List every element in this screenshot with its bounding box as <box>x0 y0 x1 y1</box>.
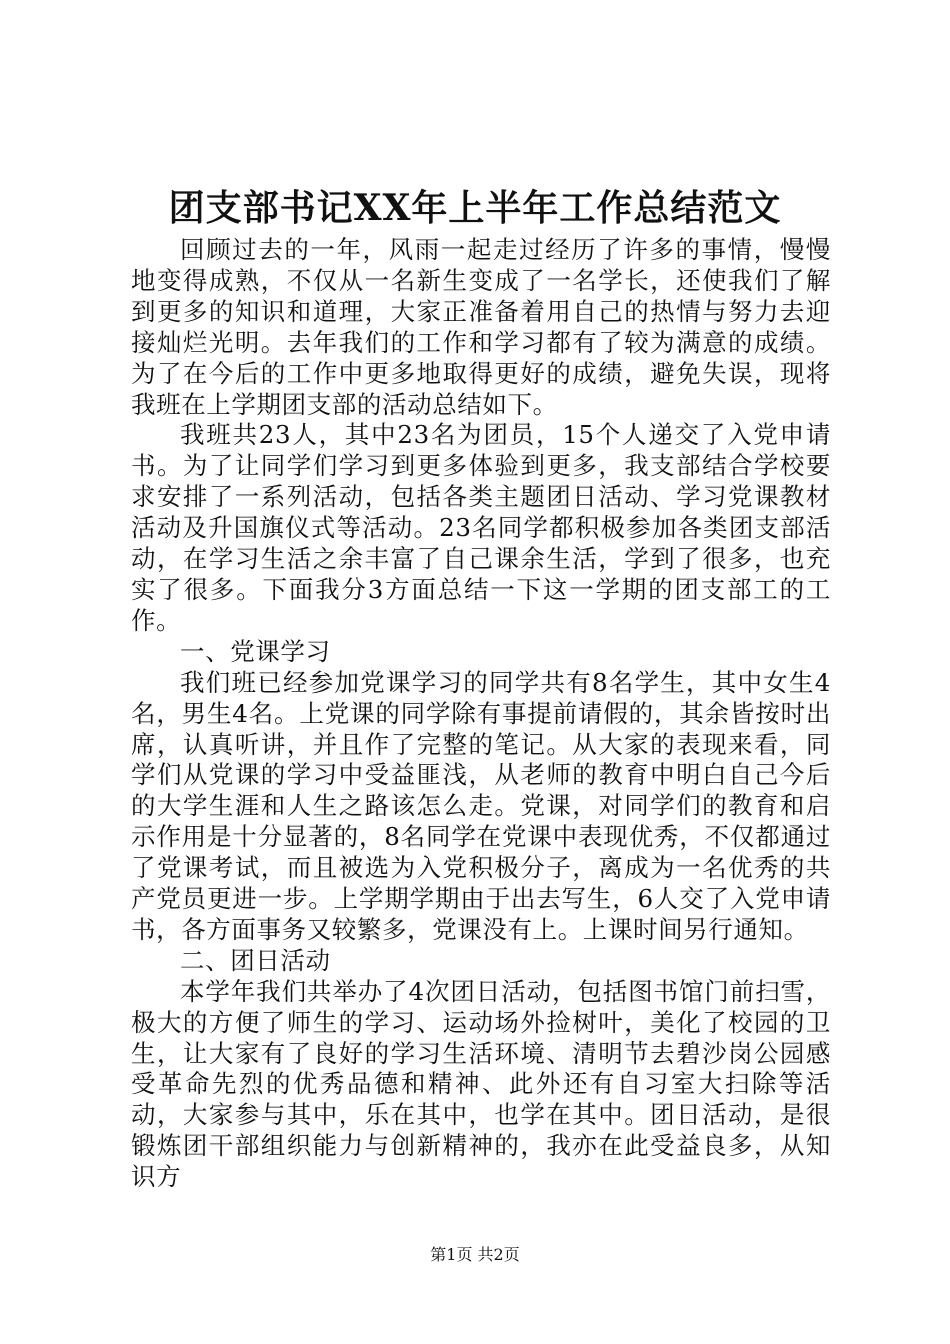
section-heading-party-class: 一、党课学习 <box>180 636 331 666</box>
paragraph-party-class: 我们班已经参加党课学习的同学共有8名学生，其中女生4名，男生4名。上党课的同学除有事提前请假的，其余皆按时出席，认真听讲，并且作了完整的笔记。从大家的表现来看，同学们从党课的学习中受益匪浅，从老师的教育中明白自己今后的大学生涯和人生之路该怎么走。党课，对同学们的教育和启示作用是十分显著的，8名同学在党课中表现优秀，不仅都通过了党课考试，而且被选为入党积极分子，离成为一名优秀的共产党员更进一步。上学期学期由于出去写生，6人交了入党申请书，各方面事务又较繁多，党课没有上。上课时间另行通知。 <box>131 667 831 944</box>
paragraph-class-overview: 我班共23人，其中23名为团员，15个人递交了入党申请书。为了让同学们学习到更多体验到更多，我支部结合学校要求安排了一系列活动，包括各类主题团日活动、学习党课教材活动及升国旗仪式等活动。23名同学都积极参加各类团支部活动，在学习生活之余丰富了自己课余生活，学到了很多，也充实了很多。下面我分3方面总结一下这一学期的团支部工的工作。 <box>131 420 831 635</box>
document-title: 团支部书记XX年上半年工作总结范文 <box>168 187 782 229</box>
paragraph-intro: 回顾过去的一年，风雨一起走过经历了许多的事情，慢慢地变得成熟，不仅从一名新生变成了一名学长，还使我们了解到更多的知识和道理，大家正准备着用自己的热情与努力去迎接灿烂光明。去年我们的工作和学习都有了较为满意的成绩。为了在今后的工作中更多地取得更好的成绩，避免失误，现将我班在上学期团支部的活动总结如下。 <box>131 235 831 419</box>
page-number-footer: 第1页 共2页 <box>430 1245 520 1264</box>
section-heading-league-day: 二、团日活动 <box>180 945 331 975</box>
paragraph-league-day: 本学年我们共举办了4次团日活动，包括图书馆门前扫雪，极大的方便了师生的学习、运动场外捡树叶，美化了校园的卫生，让大家有了良好的学习生活环境、清明节去碧沙岗公园感受革命先烈的优秀品德和精神、此外还有自习室大扫除等活动，大家参与其中，乐在其中，也学在其中。团日活动，是很锻炼团干部组织能力与创新精神的，我亦在此受益良多，从知识方 <box>131 976 831 1192</box>
document-body <box>131 235 831 1193</box>
